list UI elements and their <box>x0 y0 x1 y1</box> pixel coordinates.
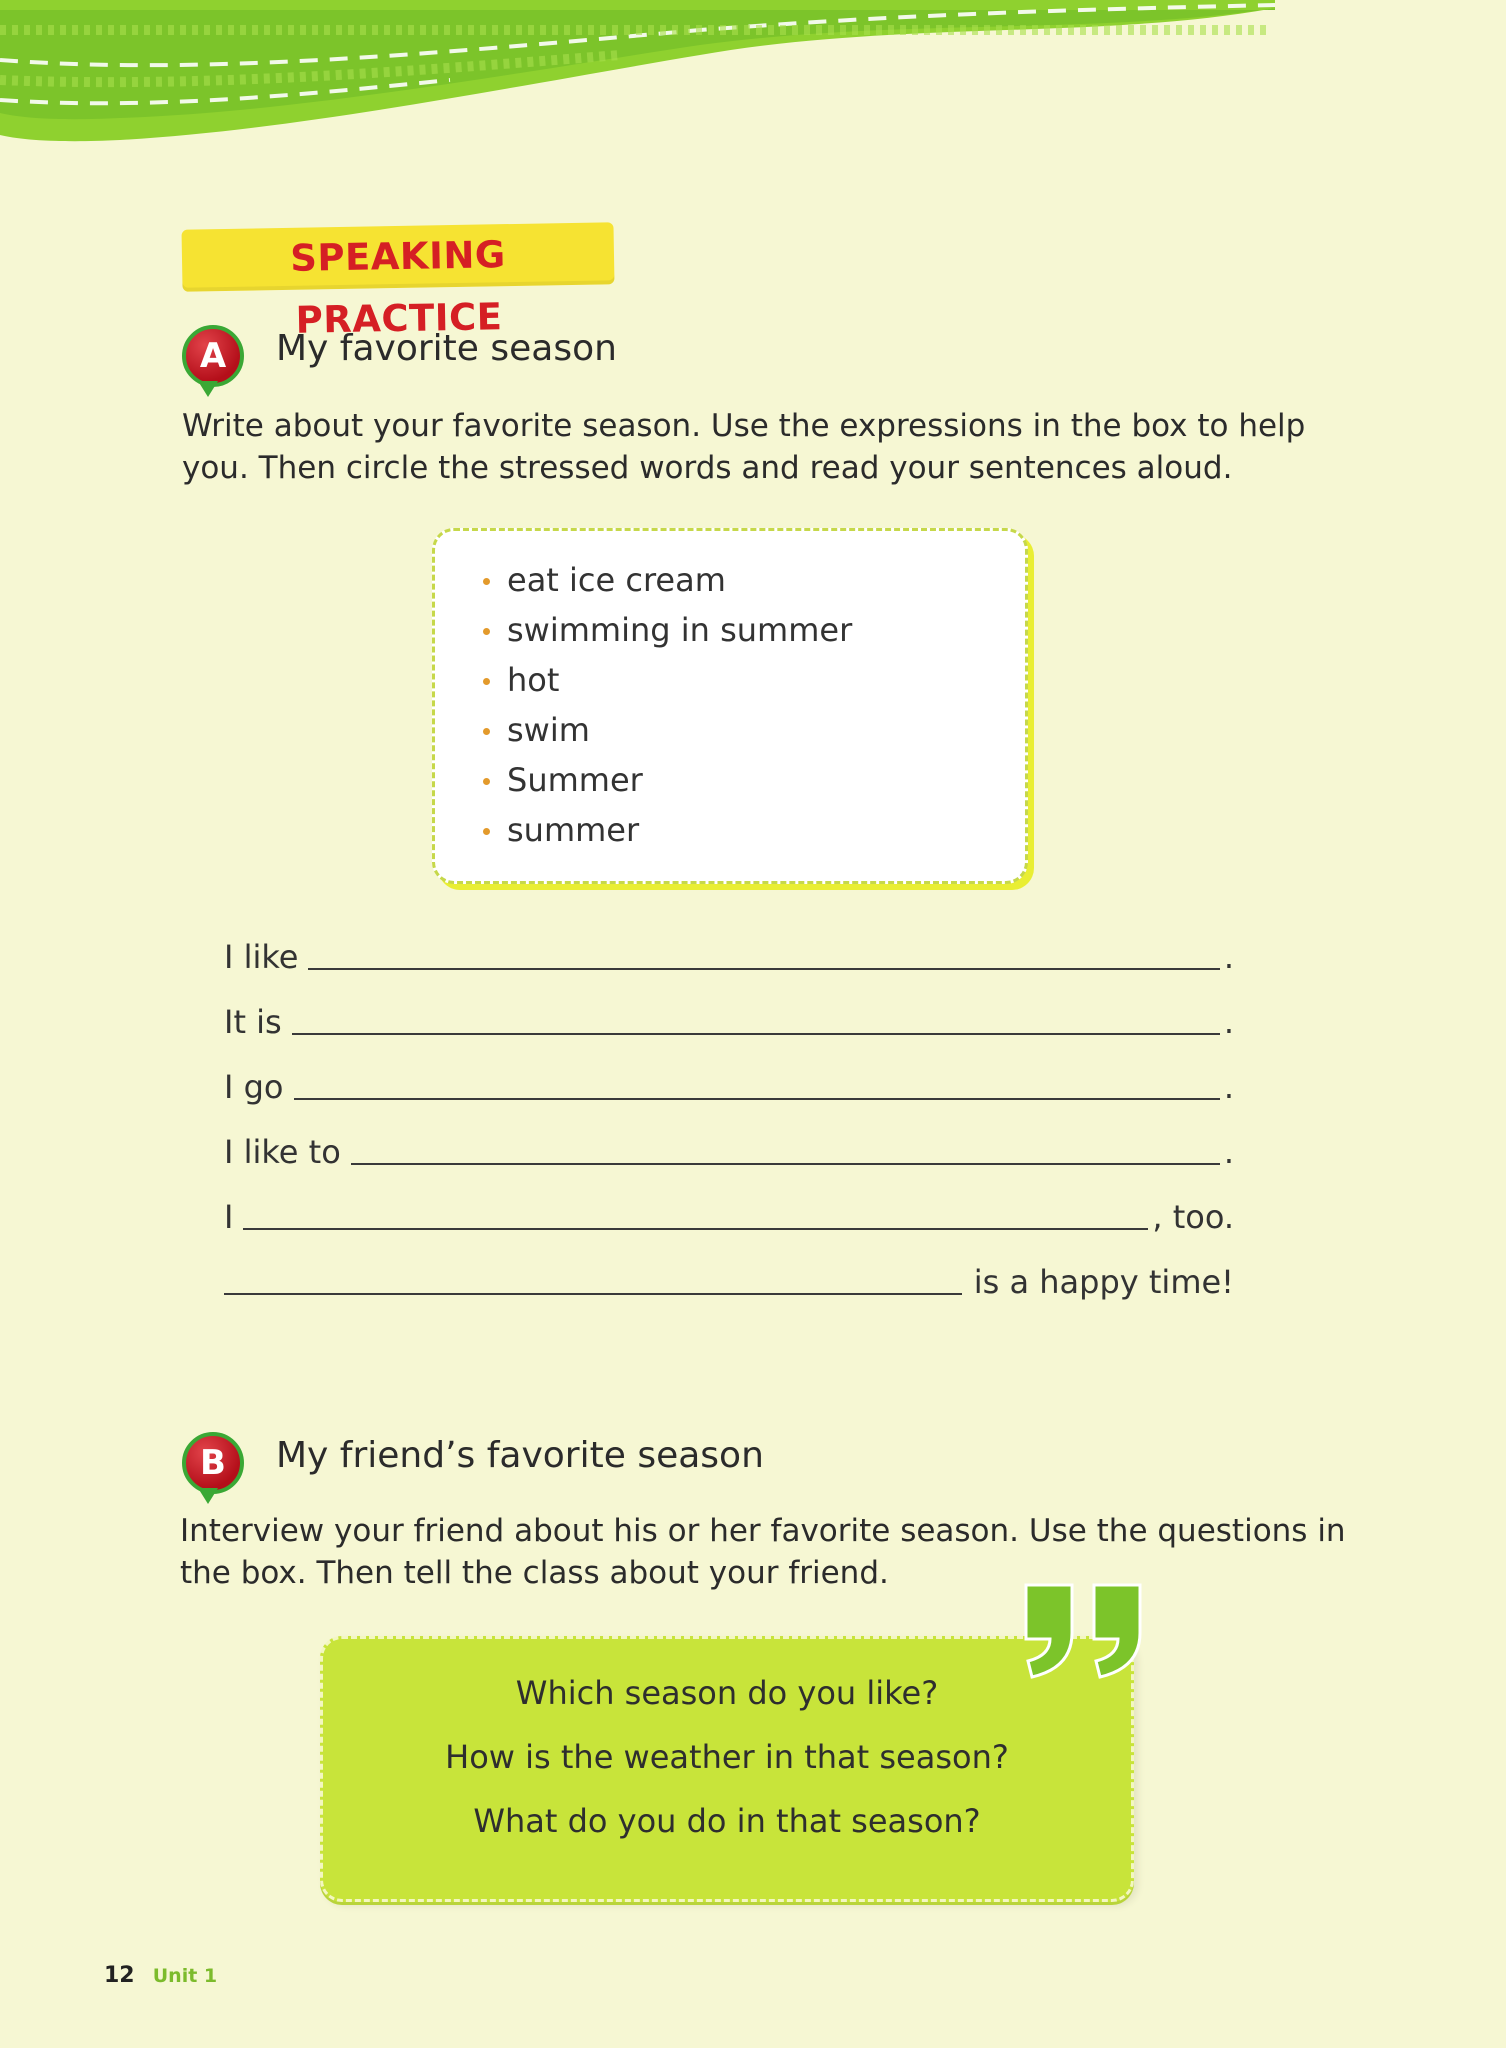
answer-blank[interactable] <box>243 1198 1148 1230</box>
expressions-list <box>435 531 1025 855</box>
answer-blank[interactable] <box>224 1263 962 1295</box>
sentence-row-6 <box>224 1253 1234 1301</box>
part-a-instruction-line2: you. Then circle the stressed words and read your sentences aloud. <box>182 450 1233 486</box>
sentence-suffix: . <box>1223 1068 1234 1106</box>
sentence-suffix: . <box>1223 1003 1234 1041</box>
section-title: SPEAKING PRACTICE <box>289 233 507 342</box>
quote-mark-icon <box>1022 1575 1150 1685</box>
sentence-row-4 <box>224 1123 1234 1171</box>
expression-item: swimming in summer <box>483 605 1025 655</box>
expression-item: hot <box>483 655 1025 705</box>
sentence-row-2 <box>224 993 1234 1041</box>
part-a-instruction-line1: Write about your favorite season. Use the expressions in the box to help <box>182 408 1306 444</box>
answer-blank[interactable] <box>351 1133 1220 1165</box>
sentence-prefix: I like to <box>224 1133 341 1171</box>
unit-label: Unit 1 <box>152 1965 218 1987</box>
sentence-row-1 <box>224 928 1234 976</box>
sentence-prefix: It is <box>224 1003 282 1041</box>
expression-item: Summer <box>483 755 1025 805</box>
sentence-row-5 <box>224 1188 1234 1236</box>
page-number: 12 <box>104 1963 135 1988</box>
questions-box <box>320 1636 1134 1902</box>
answer-blank[interactable] <box>292 1003 1220 1035</box>
sentence-prefix: I like <box>224 938 299 976</box>
badge-a: A <box>182 325 244 387</box>
part-a-title: My favorite season <box>276 328 617 369</box>
question-item: What do you do in that season? <box>473 1802 981 1840</box>
sentence-suffix: is a happy time! <box>973 1263 1234 1301</box>
expressions-box <box>432 528 1028 884</box>
sentence-suffix: . <box>1223 938 1234 976</box>
answer-blank[interactable] <box>294 1068 1220 1100</box>
question-item: How is the weather in that season? <box>445 1738 1009 1776</box>
sentence-suffix: . <box>1223 1133 1234 1171</box>
section-tag <box>181 222 614 342</box>
page-footer <box>104 1962 217 1988</box>
expression-item: swim <box>483 705 1025 755</box>
sentence-prefix: I <box>224 1198 234 1236</box>
expression-item: eat ice cream <box>483 555 1025 605</box>
sentence-prefix: I go <box>224 1068 284 1106</box>
sentence-row-3 <box>224 1058 1234 1106</box>
expression-item: summer <box>483 805 1025 855</box>
part-b-title: My friend’s favorite season <box>276 1435 764 1476</box>
top-banner-decoration <box>0 0 1506 160</box>
sentence-suffix: , too. <box>1152 1198 1234 1236</box>
part-b-instruction-line2: the box. Then tell the class about your friend. <box>180 1555 889 1591</box>
badge-b: B <box>182 1432 244 1494</box>
question-item: Which season do you like? <box>515 1674 939 1712</box>
part-b-instruction-line1: Interview your friend about his or her favorite season. Use the questions in <box>180 1513 1346 1549</box>
answer-blank[interactable] <box>308 938 1219 970</box>
